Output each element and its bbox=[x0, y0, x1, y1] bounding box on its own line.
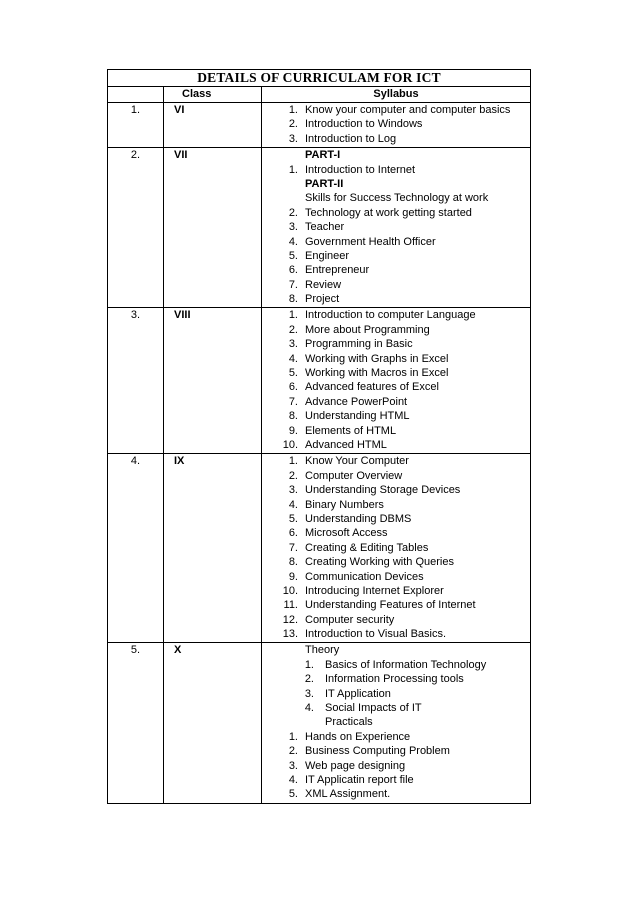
row-number: 2. bbox=[108, 148, 164, 308]
item-number: 3. bbox=[288, 484, 298, 497]
item-number: 3. bbox=[288, 132, 298, 145]
syllabus-item bbox=[262, 206, 530, 220]
syllabus-item bbox=[262, 278, 530, 292]
row-number: 1. bbox=[108, 103, 164, 148]
item-text: XML Assignment. bbox=[305, 788, 391, 801]
syllabus-item bbox=[262, 103, 530, 117]
item-number: 5. bbox=[288, 788, 298, 801]
row-number: 5. bbox=[108, 643, 164, 803]
item-text: Theory bbox=[305, 644, 340, 657]
item-text: Working with Macros in Excel bbox=[305, 367, 449, 380]
item-number: 6. bbox=[288, 264, 298, 277]
syllabus-item bbox=[262, 235, 530, 249]
item-text: Introduction to Windows bbox=[305, 118, 423, 131]
item-text: PART-I bbox=[305, 149, 341, 162]
item-number: 7. bbox=[288, 541, 298, 554]
syllabus-item bbox=[262, 249, 530, 263]
item-text: Web page designing bbox=[305, 759, 406, 772]
syllabus-item bbox=[262, 498, 530, 512]
class-name: VII bbox=[164, 148, 262, 308]
class-name: IX bbox=[164, 454, 262, 643]
item-number: 1. bbox=[288, 455, 298, 468]
syllabus-item bbox=[262, 787, 530, 801]
item-text: Understanding Features of Internet bbox=[305, 599, 476, 612]
syllabus-item bbox=[262, 526, 530, 540]
item-text: Introduction to Log bbox=[305, 132, 397, 145]
item-text: Project bbox=[305, 293, 340, 306]
item-number: 1. bbox=[288, 309, 298, 322]
item-number: 3. bbox=[288, 221, 298, 234]
syllabus-list bbox=[262, 148, 531, 308]
item-text: Review bbox=[305, 278, 342, 291]
class-name: VIII bbox=[164, 308, 262, 454]
item-number: 1. bbox=[288, 163, 298, 176]
item-text: Introduction to Visual Basics. bbox=[305, 628, 447, 641]
item-text: Hands on Experience bbox=[305, 730, 411, 743]
item-text: Understanding DBMS bbox=[305, 512, 412, 525]
item-text: Communication Devices bbox=[305, 570, 424, 583]
syllabus-item bbox=[262, 598, 530, 612]
syllabus-item bbox=[262, 380, 530, 394]
syllabus-item bbox=[262, 163, 530, 177]
item-number: 8. bbox=[288, 410, 298, 423]
syllabus-item bbox=[262, 308, 530, 322]
item-text: Binary Numbers bbox=[305, 498, 384, 511]
item-number: 3. bbox=[288, 759, 298, 772]
syllabus-item bbox=[262, 613, 530, 627]
item-text: Computer Overview bbox=[305, 469, 403, 482]
item-number: 2. bbox=[288, 469, 298, 482]
item-number: 4. bbox=[288, 352, 298, 365]
item-number: 5. bbox=[288, 249, 298, 262]
syllabus-item bbox=[262, 117, 530, 131]
table-row bbox=[108, 103, 531, 148]
item-number: 7. bbox=[288, 395, 298, 408]
syllabus-item bbox=[262, 352, 530, 366]
syllabus-list bbox=[262, 454, 531, 643]
item-text: Engineer bbox=[305, 249, 350, 262]
item-number: 9. bbox=[288, 570, 298, 583]
item-text: Advanced features of Excel bbox=[305, 381, 439, 394]
item-number: 2. bbox=[288, 745, 298, 758]
syllabus-item bbox=[262, 454, 530, 468]
item-text: Creating Working with Queries bbox=[305, 556, 454, 569]
item-text: Skills for Success Technology at work bbox=[305, 192, 489, 205]
item-text: Elements of HTML bbox=[305, 424, 397, 437]
item-text: Practicals bbox=[325, 716, 373, 729]
syllabus-item bbox=[262, 744, 530, 758]
syllabus-item bbox=[262, 627, 530, 641]
item-number: 2. bbox=[288, 206, 298, 219]
row-number: 4. bbox=[108, 454, 164, 643]
item-text: Introducing Internet Explorer bbox=[305, 584, 444, 597]
item-number: 8. bbox=[288, 293, 298, 306]
row-number: 3. bbox=[108, 308, 164, 454]
syllabus-item bbox=[262, 263, 530, 277]
item-text: Teacher bbox=[305, 221, 345, 234]
syllabus-item bbox=[262, 323, 530, 337]
class-name: X bbox=[164, 643, 262, 803]
item-text: Government Health Officer bbox=[305, 235, 436, 248]
class-name: VI bbox=[164, 103, 262, 148]
item-text: Information Processing tools bbox=[325, 673, 464, 686]
syllabus-item bbox=[262, 148, 530, 162]
header-number bbox=[108, 87, 164, 103]
syllabus-item bbox=[262, 424, 530, 438]
table-row bbox=[108, 148, 531, 308]
syllabus-item bbox=[262, 132, 530, 146]
syllabus-item bbox=[262, 658, 530, 672]
item-text: Basics of Information Technology bbox=[325, 658, 487, 671]
item-text: PART-II bbox=[305, 177, 344, 190]
syllabus-item bbox=[262, 512, 530, 526]
item-number: 5. bbox=[288, 512, 298, 525]
syllabus-list bbox=[262, 103, 531, 148]
title-row bbox=[108, 70, 531, 87]
item-number: 1. bbox=[288, 730, 298, 743]
syllabus-item bbox=[262, 191, 530, 205]
table-row bbox=[108, 643, 531, 803]
item-text: Advanced HTML bbox=[305, 438, 387, 451]
table-row bbox=[108, 308, 531, 454]
syllabus-list bbox=[262, 643, 531, 803]
item-number: 8. bbox=[288, 556, 298, 569]
item-number: 1. bbox=[304, 658, 314, 671]
curriculum-table bbox=[107, 69, 531, 804]
item-number: 10. bbox=[282, 438, 298, 451]
item-text: Microsoft Access bbox=[305, 527, 388, 540]
item-text: Understanding Storage Devices bbox=[305, 484, 461, 497]
item-text: Social Impacts of IT bbox=[325, 702, 422, 715]
item-number: 10. bbox=[282, 584, 298, 597]
item-number: 6. bbox=[288, 527, 298, 540]
item-number: 9. bbox=[288, 424, 298, 437]
item-number: 7. bbox=[288, 278, 298, 291]
syllabus-item bbox=[262, 730, 530, 744]
table-title: DETAILS OF CURRICULAM FOR ICT bbox=[108, 70, 531, 87]
item-text: More about Programming bbox=[305, 323, 430, 336]
header-row bbox=[108, 87, 531, 103]
syllabus-item bbox=[262, 672, 530, 686]
item-number: 12. bbox=[282, 613, 298, 626]
item-number: 11. bbox=[283, 599, 298, 612]
syllabus-item bbox=[262, 366, 530, 380]
syllabus-item bbox=[262, 337, 530, 351]
item-text: Creating & Editing Tables bbox=[305, 541, 429, 554]
item-text: Know Your Computer bbox=[305, 455, 409, 468]
item-number: 4. bbox=[288, 498, 298, 511]
syllabus-list bbox=[262, 308, 531, 454]
syllabus-item bbox=[262, 687, 530, 701]
item-text: Know your computer and computer basics bbox=[305, 104, 511, 116]
curriculum-table-body bbox=[108, 70, 531, 804]
syllabus-item bbox=[262, 438, 530, 452]
syllabus-item bbox=[262, 701, 530, 715]
syllabus-item bbox=[262, 483, 530, 497]
item-number: 13. bbox=[282, 628, 298, 641]
syllabus-item bbox=[262, 409, 530, 423]
syllabus-item bbox=[262, 541, 530, 555]
item-text: Advance PowerPoint bbox=[305, 395, 408, 408]
item-number: 5. bbox=[288, 367, 298, 380]
item-text: Business Computing Problem bbox=[305, 745, 450, 758]
item-number: 2. bbox=[288, 323, 298, 336]
syllabus-item bbox=[262, 715, 530, 729]
item-number: 6. bbox=[288, 381, 298, 394]
item-text: IT Applicatin report file bbox=[305, 773, 414, 786]
syllabus-item bbox=[262, 469, 530, 483]
item-number: 3. bbox=[304, 687, 314, 700]
item-text: Introduction to Internet bbox=[305, 163, 416, 176]
item-text: Entrepreneur bbox=[305, 264, 370, 277]
item-text: Computer security bbox=[305, 613, 395, 626]
item-text: Introduction to computer Language bbox=[305, 309, 476, 322]
item-number: 4. bbox=[288, 235, 298, 248]
syllabus-item bbox=[262, 220, 530, 234]
syllabus-item bbox=[262, 177, 530, 191]
header-class: Class bbox=[164, 87, 262, 103]
item-number: 4. bbox=[288, 773, 298, 786]
syllabus-item bbox=[262, 395, 530, 409]
syllabus-item bbox=[262, 643, 530, 657]
syllabus-item bbox=[262, 555, 530, 569]
item-number: 2. bbox=[288, 118, 298, 131]
item-text: Technology at work getting started bbox=[305, 206, 472, 219]
table-row bbox=[108, 454, 531, 643]
syllabus-item bbox=[262, 584, 530, 598]
item-text: IT Application bbox=[325, 687, 391, 700]
syllabus-item bbox=[262, 759, 530, 773]
item-number: 3. bbox=[288, 338, 298, 351]
syllabus-item bbox=[262, 292, 530, 306]
header-syllabus: Syllabus bbox=[262, 87, 531, 103]
item-number: 4. bbox=[304, 702, 314, 715]
item-text: Understanding HTML bbox=[305, 410, 410, 423]
syllabus-item bbox=[262, 570, 530, 584]
item-text: Working with Graphs in Excel bbox=[305, 352, 449, 365]
syllabus-item bbox=[262, 773, 530, 787]
item-text: Programming in Basic bbox=[305, 338, 413, 351]
item-number: 1. bbox=[288, 104, 298, 116]
item-number: 2. bbox=[304, 673, 314, 686]
